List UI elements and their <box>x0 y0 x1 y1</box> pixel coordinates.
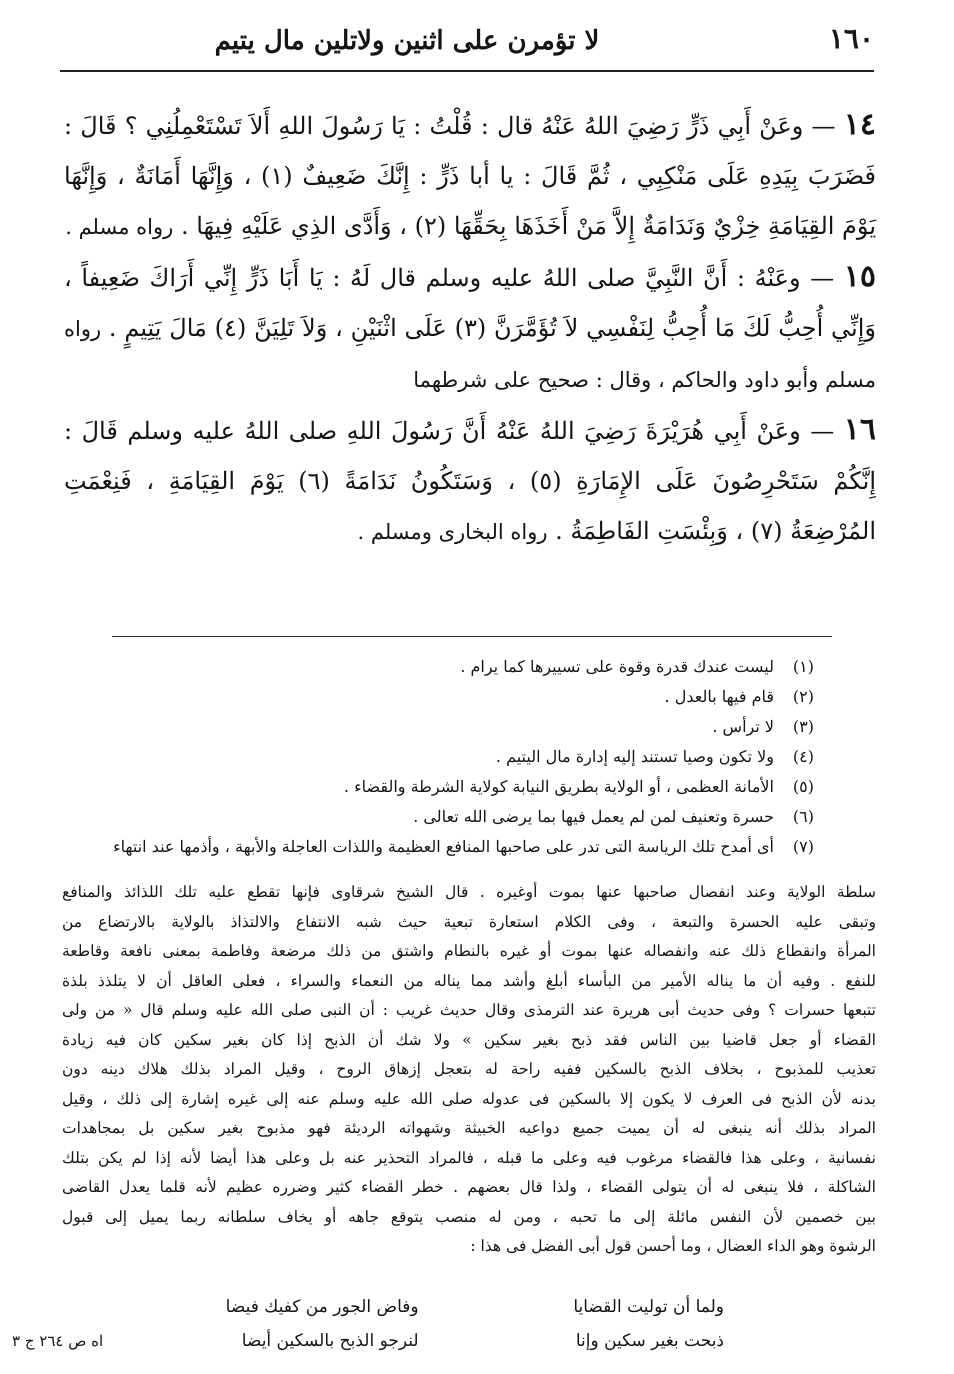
footnote-3 <box>100 712 814 742</box>
commentary-line: نفسانية ، وعلى هذا فالقضاء مرغوب فيه وعلى ما قبله ، فالمراد التحذير عنه بل وعلى هذا أيضا لأنه إذا لم يكن بتلك <box>62 1148 876 1167</box>
footnote-number: (٣) <box>792 717 814 736</box>
footnotes <box>100 652 814 862</box>
footnote-text: ليست عندك قدرة وقوة على تسييرها كما يرام . <box>460 657 774 676</box>
page-number: ١٦٠ <box>828 22 874 55</box>
footnote-1 <box>100 652 814 682</box>
hemistich-second: لنرجو الذبح بالسكين أيضا <box>241 1331 419 1351</box>
commentary-line: بين خصمين لأن النفس مائلة إلى ما تحبه ، ومن له منصب يتوقع جاهه أو يخاف سلطانه ربما يميل إلى قبول <box>62 1207 876 1226</box>
hadith-14 <box>64 100 876 252</box>
footnote-number: (٧) <box>792 837 814 856</box>
commentary-line: المراد بذلك أنه ينبغى له أن يميت جميع دواعيه الخبيثة وشهواته الرديئة فهو مذبوح بغير سكين بل بمجاهدات <box>62 1119 876 1137</box>
commentary-line: القضاء أو جعل قاضيا بين الناس فقد ذبح بغير سكين » ولا شك أن الذبح إذا كان بغير سكين كان فيه زيادة <box>62 1030 876 1049</box>
footnote-7 <box>100 832 814 862</box>
footnote-6 <box>100 802 814 832</box>
hadith-number: ١٥ <box>843 259 876 294</box>
hemistich-first: ذبحت بغير سكين وإنا <box>575 1331 724 1351</box>
footnote-text: لا ترأس . <box>712 717 774 736</box>
footnote-4 <box>100 742 814 772</box>
poem-reference: اه ص ٢٦٤ ج ٣ <box>12 1332 104 1350</box>
footnote-number: (٢) <box>792 687 814 706</box>
hadith-text: — وعَنْهُ : أَنَّ النَّبِيَّ صلى اللهُ عليه وسلم قال لَهُ : يَا أَبَا ذَرٍّ إِنِّي أَرَاكَ ضَعِيفاً ، وَإِنِّي أُحِبُّ لَكَ مَا أُحِبُّ لِنَفْسِي لاَ تُؤَمَّرَنَّ (٣) عَلَى اثْنَيْنِ ، وَلاَ تَلِيَنَّ (٤) مَالَ يَتِيمٍ . <box>64 264 876 342</box>
running-title: لا تؤمرن على اثنين ولاتلين مال يتيم <box>214 26 600 56</box>
footnote-number: (١) <box>792 657 814 676</box>
commentary-line: تعذيب للمذبوح ، بخلاف الذبح بالسكين ففيه راحة له بتعجل إزهاق الروح ، وقيل المراد بذلك هلاك دينه دون <box>62 1060 876 1078</box>
commentary-line: وتبقى عليه الحسرة والتبعة ، وفى الكلام استعارة تبعية حيث شبه الانتفاع والالتذاذ بالولاية بالارتضاع من <box>62 912 876 931</box>
hadith-text: — وعَنْ أَبِي هُرَيْرَةَ رَضِيَ اللهُ عَنْهُ أَنَّ رَسُولَ اللهِ صلى اللهُ عليه وسلم قَالَ : إِنَّكُمْ سَتَحْرِصُونَ عَلَى الإِمَارَةِ (٥) ، وَسَتَكُونُ نَدَامَةً (٦) يَوْمَ القِيَامَةِ ، فَنِعْمَتِ المُرْضِعَةُ (٧) ، وَبِئْسَتِ الفَاطِمَةُ . <box>64 417 876 545</box>
commentary-line: الشاكلة ، فلا ينبغى له أن يتولى القضاء ، ولذا قال بعضهم . خطر القضاء كثير وضرره عظيم لأنه قلما يعدل القاضى <box>62 1178 876 1196</box>
hadith-15 <box>64 252 876 405</box>
footnote-number: (٤) <box>792 747 814 766</box>
footnote-number: (٦) <box>792 807 814 826</box>
footnote-5 <box>100 772 814 802</box>
footnote-2 <box>100 682 814 712</box>
hadith-source: رواه البخارى ومسلم . <box>357 520 548 544</box>
commentary-line: للنفع . وفيه أن ما يناله الأمير من البأساء أبلغ وأشد مما يناله من النعماء والسراء ، فعلى العاقل أن لا يتلذذ بلذة <box>62 971 876 990</box>
commentary-line: الرشوة وهو الداء العضال ، وما أحسن قول أبى الفضل فى هذا : <box>470 1237 876 1255</box>
commentary-line: تتبعها حسرات ؟ وفى حديث أبى هريرة عند الترمذى وقال حديث غريب : أن النبى صلى الله عليه وسلم قال « من ولى <box>62 1001 876 1019</box>
commentary <box>62 878 876 1262</box>
hadith-16 <box>64 405 876 557</box>
poem <box>12 1290 724 1358</box>
hadith-number: ١٤ <box>843 107 876 142</box>
footnote-text: ولا تكون وصيا تستند إليه إدارة مال اليتيم . <box>495 747 774 766</box>
hemistich-second: وفاض الجور من كفيك فيضا <box>225 1297 419 1317</box>
footnote-text: قام فيها بالعدل . <box>664 687 774 706</box>
commentary-line: بدنه لأن الذبح فى العرف لا يكون إلا بالسكين فى عدوله صلى الله عليه وسلم عنه إلى غيره إشارة إلى ذلك ، وقيل <box>62 1089 876 1108</box>
hemistich-first: ولما أن توليت القضايا <box>573 1297 724 1317</box>
footnotes-rule <box>112 636 832 637</box>
poem-verse <box>12 1324 724 1358</box>
commentary-line: سلطة الولاية وعند انفصال صاحبها عنها بموت أوغيره . قال الشيخ شرقاوى فإنها تقطع عليه تلك اللذائذ والمنافع <box>62 883 876 901</box>
footnote-number: (٥) <box>792 777 814 796</box>
footnote-text: الأمانة العظمى ، أو الولاية بطريق النيابة كولاية الشرطة والقضاء . <box>343 777 774 796</box>
hadith-source: رواه مسلم . <box>65 215 174 239</box>
footnote-text: أى أمدح تلك الرياسة التى تدر على صاحبها المنافع العظيمة واللذات العاجلة والأبهة ، وأذمها عند انتهاء <box>113 837 774 856</box>
page-header <box>60 18 874 68</box>
header-rule <box>60 70 874 72</box>
hadith-text: — وعَنْ أَبِي ذَرٍّ رَضِيَ اللهُ عَنْهُ قال : قُلْتُ : يَا رَسُولَ اللهِ أَلاَ تَسْتَعْمِلُنِي ؟ قَالَ : فَضَرَبَ بِيَدِهِ عَلَى مَنْكِبِي ، ثُمَّ قَالَ : يا أبا ذَرٍّ : إِنَّكَ ضَعِيفٌ (١) ، وَإِنَّهَا أَمَانَةٌ ، وَإِنَّهَا يَوْمَ القِيَامَةِ خِزْيٌ وَنَدَامَةٌ إِلاَّ مَنْ أَخَذَهَا بِحَقِّهَا (٢) ، وَأَدَّى الذِي عَلَيْهِ فِيهَا . <box>64 112 876 240</box>
poem-verse <box>90 1290 724 1324</box>
hadith-number: ١٦ <box>843 412 876 447</box>
hadith-source: رواه مسلم وأبو داود والحاكم ، وقال : صحيح على شرطهما <box>64 317 876 392</box>
commentary-line: المرأة وانقطاع ذلك عنه وانفصاله عنها بموت أو غيره بالنطام واشتق من ذلك مرضعة وفاطمة بمعنى نافعة وقاطعة <box>62 942 876 960</box>
hadith-list <box>64 100 876 557</box>
footnote-text: حسرة وتعنيف لمن لم يعمل فيها بما يرضى الله تعالى . <box>413 807 774 826</box>
